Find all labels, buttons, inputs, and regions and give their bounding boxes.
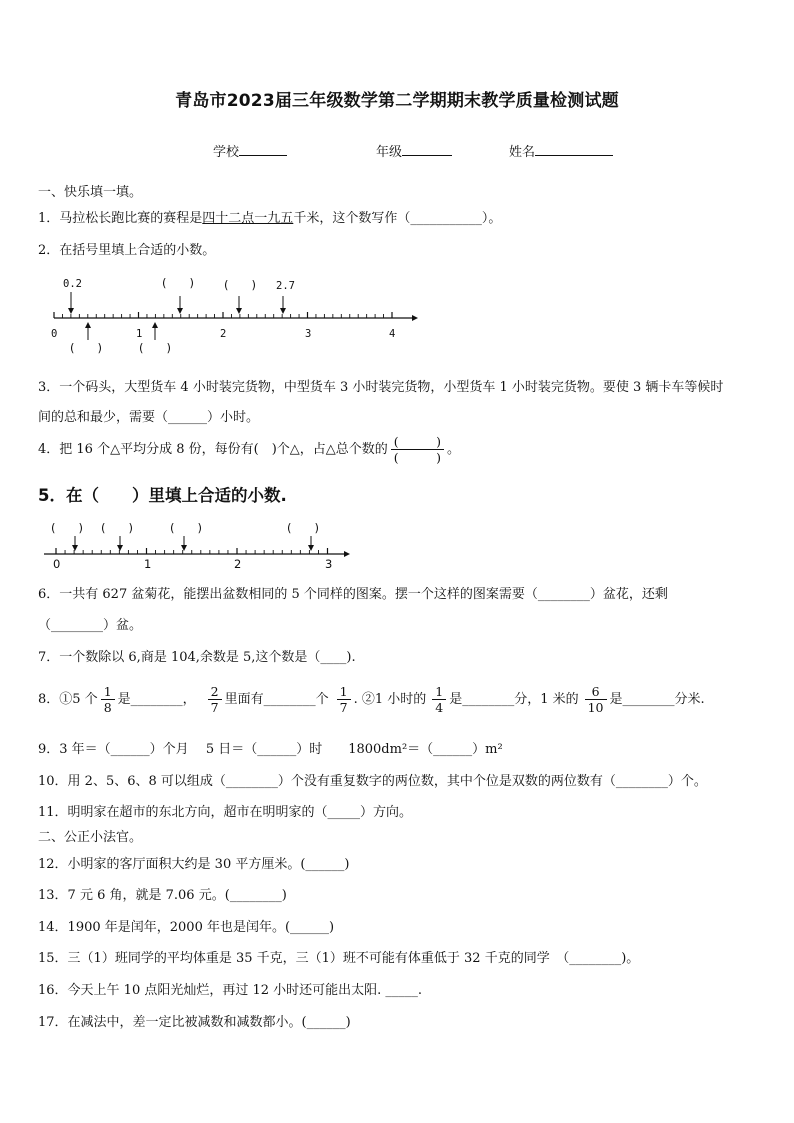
q8-number: 8． bbox=[38, 692, 60, 707]
question-2 bbox=[38, 239, 215, 258]
q4-fraction bbox=[391, 434, 444, 465]
q6-line-1: 一共有 627 盆菊花，能摆出盆数相同的 5 个同样的图案。摆一个这样的图案需要（________）盆花，还剩 bbox=[59, 587, 668, 602]
q8-fraction-4: $\frac{1}{4}$ bbox=[432, 684, 446, 715]
q8-fraction-2: $\frac{2}{7}$ bbox=[208, 684, 222, 715]
question-1 bbox=[38, 207, 501, 226]
nl1-tick-label-2: 2 bbox=[220, 328, 227, 340]
arrow-head-2 bbox=[344, 551, 350, 557]
nl2-above-label-0: ( ) bbox=[51, 521, 83, 535]
grade-field bbox=[376, 141, 452, 160]
nl2-tick-label-0: 0 bbox=[53, 557, 61, 571]
arrowhead-down-icon bbox=[181, 545, 187, 551]
arrowhead-up-icon bbox=[85, 322, 91, 328]
q8-part2-mid: 里面有________个 bbox=[224, 692, 329, 707]
q1-number: 1． bbox=[38, 211, 60, 226]
nl1-tick-label-0: 0 bbox=[51, 328, 58, 340]
q3-line-1: 一个码头，大型货车 4 小时装完货物，中型货车 3 小时装完货物，小型货车 1 小时装完货物。要使 3 辆卡车等候时 bbox=[59, 380, 724, 395]
nl1-tick-label-4: 4 bbox=[389, 328, 396, 340]
q1-text-post: 千米，这个数写作（___________）。 bbox=[293, 211, 502, 226]
q9-text: 3 年＝（______）个月 5 日＝（______）时 1800dm²＝（______）m² bbox=[59, 742, 503, 757]
q5-number: 5． bbox=[38, 486, 66, 505]
question-6 bbox=[38, 583, 668, 602]
q15-text: 三（1）班同学的平均体重是 35 千克，三（1）班不可能有体重低于 32 千克的同学 （________)。 bbox=[67, 951, 640, 966]
q4-text-pre: 把 16 个△平均分成 8 份，每份有( )个△，占△总个数的 bbox=[59, 442, 388, 457]
tick-marks-2 bbox=[56, 548, 328, 554]
q15-number: 15． bbox=[38, 951, 68, 966]
q4-number: 4． bbox=[38, 442, 60, 457]
question-12 bbox=[38, 853, 350, 872]
q8-part3-mid: 是________分，1 米的 bbox=[449, 692, 579, 707]
question-7 bbox=[38, 646, 356, 665]
q16-number: 16． bbox=[38, 983, 68, 998]
name-field bbox=[509, 141, 613, 160]
q8-part1-pre: ①5 个 bbox=[59, 692, 98, 707]
arrowhead-up-icon bbox=[152, 322, 158, 328]
school-field bbox=[213, 141, 287, 160]
question-16 bbox=[38, 979, 422, 998]
q2-text: 在括号里填上合适的小数。 bbox=[59, 243, 216, 258]
q13-number: 13． bbox=[38, 888, 68, 903]
number-line-1 bbox=[40, 274, 420, 358]
section-heading-2: 二、公正小法官。 bbox=[38, 830, 143, 845]
nl2-above-label-1: ( ) bbox=[101, 521, 133, 535]
grade-blank[interactable] bbox=[402, 143, 452, 156]
nl2-above-label-3: ( ) bbox=[287, 521, 319, 535]
q5-text: 在（ ）里填上合适的小数. bbox=[65, 486, 287, 505]
q3-number: 3． bbox=[38, 380, 60, 395]
q4-numerator[interactable]: ( ) bbox=[391, 434, 444, 450]
q8-part1-post: 是________， bbox=[117, 692, 196, 707]
question-8 bbox=[38, 684, 705, 715]
q17-text: 在减法中，差一定比被减数和减数都小。(______) bbox=[67, 1015, 351, 1030]
q4-text-post: 。 bbox=[447, 442, 461, 457]
question-10 bbox=[38, 770, 707, 789]
nl2-above-label-2: ( ) bbox=[170, 521, 202, 535]
question-14 bbox=[38, 916, 334, 935]
nl1-below-label-0: ( ) bbox=[70, 341, 102, 355]
q10-number: 10． bbox=[38, 774, 68, 789]
arrowhead-down-icon bbox=[177, 308, 183, 314]
nl1-above-label-3: 2.7 bbox=[276, 280, 295, 292]
arrowhead-down-icon bbox=[308, 545, 314, 551]
q6-number: 6． bbox=[38, 587, 60, 602]
q17-number: 17． bbox=[38, 1015, 68, 1030]
q14-text: 1900 年是闰年，2000 年也是闰年。(______) bbox=[67, 920, 335, 935]
q13-text: 7 元 6 角，就是 7.06 元。(________) bbox=[67, 888, 287, 903]
q7-text: 一个数除以 6,商是 104,余数是 5,这个数是（____). bbox=[59, 650, 356, 665]
q12-text: 小明家的客厅面积大约是 30 平方厘米。(______) bbox=[67, 857, 350, 872]
number-line-2 bbox=[40, 518, 360, 572]
nl2-tick-label-1: 1 bbox=[144, 557, 152, 571]
question-15 bbox=[38, 947, 639, 966]
question-4 bbox=[38, 434, 460, 465]
q7-number: 7． bbox=[38, 650, 60, 665]
arrowhead-down-icon bbox=[236, 308, 242, 314]
q11-number: 11． bbox=[38, 805, 68, 820]
q9-number: 9． bbox=[38, 742, 60, 757]
nl1-above-label-1: ( ) bbox=[162, 276, 194, 290]
question-6-cont bbox=[38, 614, 142, 633]
q3-line-2: 间的总和最少，需要（______）小时。 bbox=[38, 410, 260, 425]
question-17 bbox=[38, 1011, 351, 1030]
q1-text-pre: 马拉松长跑比赛的赛程是 bbox=[59, 211, 203, 226]
nl2-tick-label-3: 3 bbox=[325, 557, 333, 571]
nl1-tick-label-3: 3 bbox=[305, 328, 312, 340]
q1-underlined: 四十二点一九五 bbox=[202, 211, 294, 226]
q12-number: 12． bbox=[38, 857, 68, 872]
q8-part2-post: . ②1 小时的 bbox=[353, 692, 427, 707]
nl2-tick-label-2: 2 bbox=[234, 557, 242, 571]
q2-number: 2． bbox=[38, 243, 60, 258]
arrow-head-1 bbox=[412, 315, 418, 321]
question-3-cont bbox=[38, 406, 259, 425]
q10-text: 用 2、5、6、8 可以组成（________）个没有重复数字的两位数，其中个位是双数的两位数有（________）个。 bbox=[67, 774, 707, 789]
q11-text: 明明家在超市的东北方向，超市在明明家的（_____）方向。 bbox=[67, 805, 413, 820]
question-3 bbox=[38, 376, 723, 395]
school-label: 学校 bbox=[213, 145, 240, 160]
nl1-above-label-0: 0.2 bbox=[63, 278, 82, 290]
arrowhead-down-icon bbox=[117, 545, 123, 551]
section-heading-1: 一、快乐填一填。 bbox=[38, 185, 143, 200]
q8-fraction-5: $\frac{6}{10}$ bbox=[585, 684, 607, 715]
name-label: 姓名 bbox=[509, 145, 536, 160]
q8-fraction-1: $\frac{1}{8}$ bbox=[101, 684, 115, 715]
question-13 bbox=[38, 884, 287, 903]
arrowhead-down-icon bbox=[68, 308, 74, 314]
q4-denominator[interactable]: ( ) bbox=[393, 450, 442, 465]
question-5 bbox=[38, 482, 287, 506]
tick-marks-1 bbox=[54, 312, 392, 318]
school-blank[interactable] bbox=[239, 143, 287, 156]
q8-fraction-3: $\frac{1}{7}$ bbox=[337, 684, 351, 715]
q14-number: 14． bbox=[38, 920, 68, 935]
question-11 bbox=[38, 801, 412, 820]
q16-text: 今天上午 10 点阳光灿烂，再过 12 小时还可能出太阳. _____. bbox=[67, 983, 423, 998]
nl1-below-label-1: ( ) bbox=[139, 341, 171, 355]
nl1-above-label-2: ( ) bbox=[224, 278, 256, 292]
q6-line-2: （________）盆。 bbox=[38, 618, 143, 633]
question-9 bbox=[38, 738, 503, 757]
arrowhead-down-icon bbox=[280, 308, 286, 314]
name-blank[interactable] bbox=[535, 143, 613, 156]
grade-label: 年级 bbox=[376, 145, 403, 160]
arrowhead-down-icon bbox=[72, 545, 78, 551]
nl1-tick-label-1: 1 bbox=[136, 328, 143, 340]
page-title: 青岛市2023届三年级数学第二学期期末教学质量检测试题 bbox=[175, 91, 619, 111]
q8-part3-post: 是________分米. bbox=[609, 692, 705, 707]
